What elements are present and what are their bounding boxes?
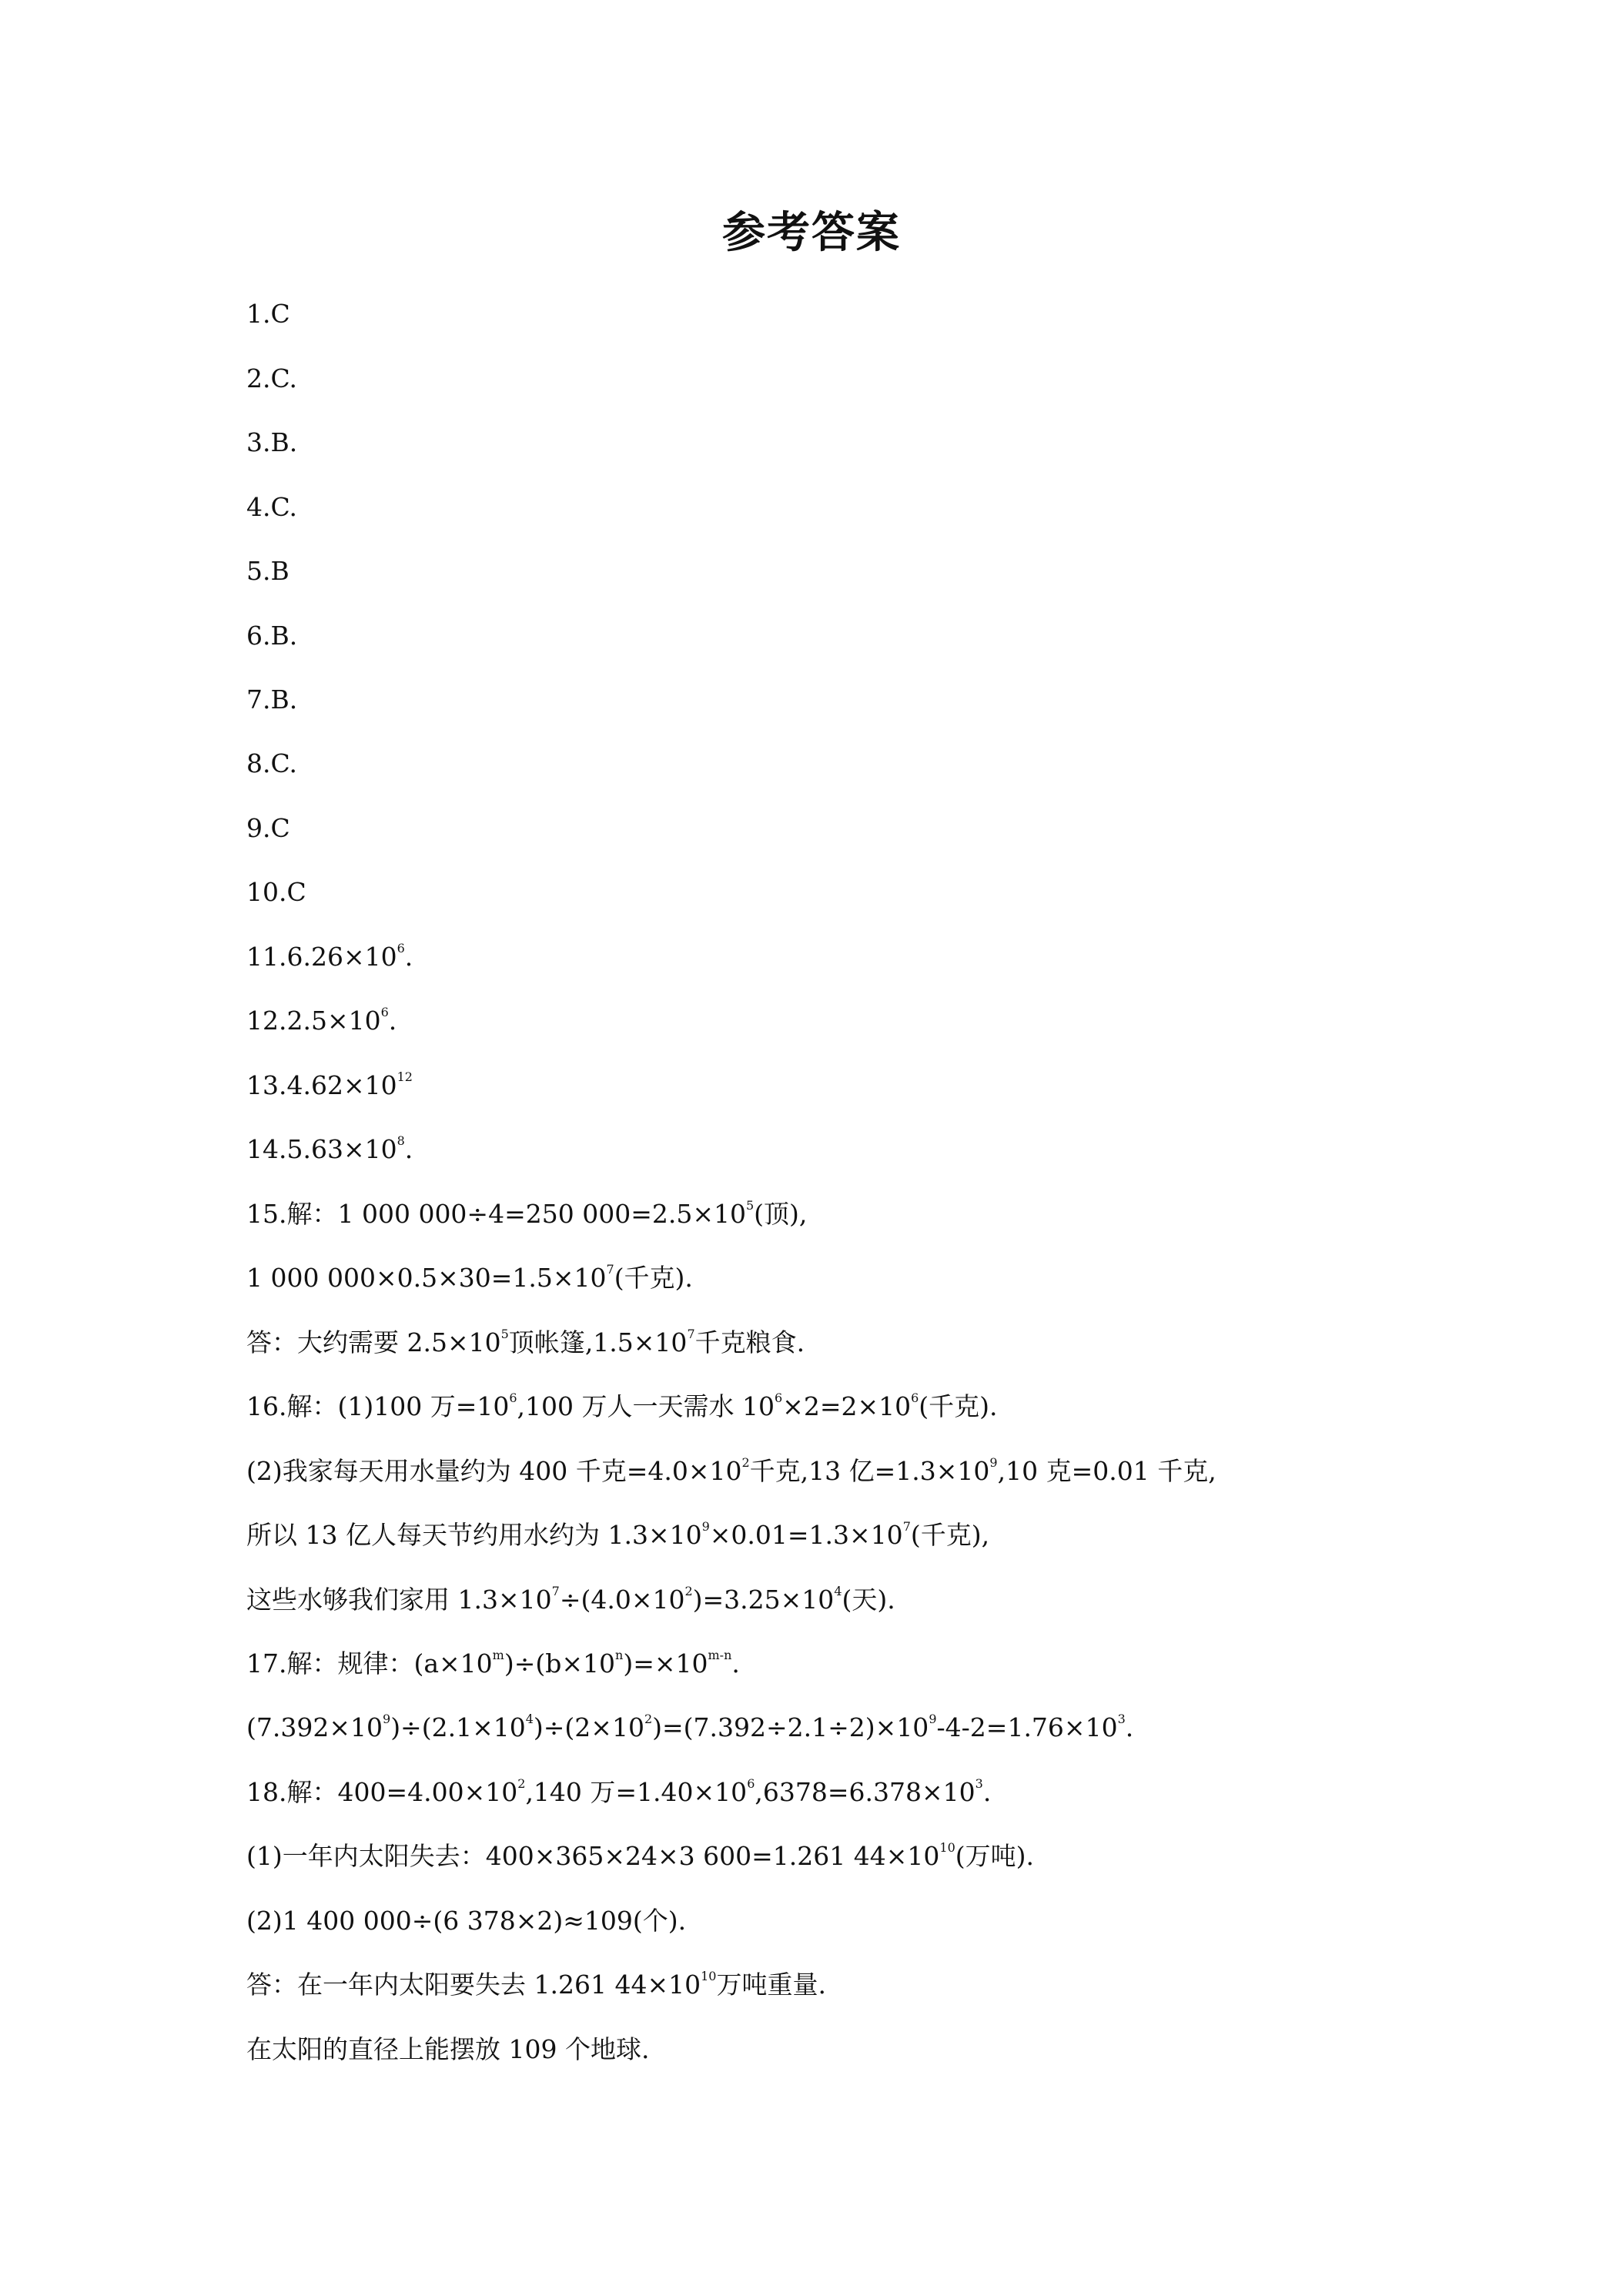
answer-2: 2.C.: [246, 363, 298, 393]
answer-9: 9.C: [246, 813, 290, 843]
answer-8: 8.C.: [246, 748, 298, 778]
answer-16-line-3: 所以 13 亿人每天节约用水约为 $1.3\times 10^9\times 0.01=1.3\times 10^7$(千克),: [246, 1519, 990, 1550]
answer-16-line-2: (2)我家每天用水量约为 400 千克$=4.0\times 10^2$千克,13 亿$=1.3\times 10^9,10$ 克=0.01 千克,: [246, 1455, 1216, 1486]
answer-1: 1.C: [246, 299, 290, 329]
answer-15-line-1: 15.解：1 000 000÷4=250 $000=2.5\times 10^5$(顶),: [246, 1198, 808, 1229]
page-title: 参考答案: [722, 208, 901, 258]
answer-17-line-2: $(7.392\times 10^9)\div(2.1\times 10^4)\div(2\times 10^2)=(7.392\div 2.1\div 2)\times 10^9-4-2=1.76\times 10^3$.: [246, 1712, 1134, 1742]
answer-18-line-2: (1)一年内太阳失去：400×365×24×3 600=1.261 $44\times 10^{10}$(万吨).: [246, 1840, 1034, 1871]
answer-17-line-1: 17.解：规律：$(a\times 10^m)\div(b\times 10^n)=\times 10^{m-n}$.: [246, 1648, 740, 1678]
answer-13: $13.4.62\times 10^{12}$: [246, 1069, 413, 1100]
answer-14: $14.5.63\times 10^8$.: [246, 1133, 413, 1164]
answer-18-line-5: 在太阳的直径上能摆放 109 个地球.: [246, 2034, 650, 2064]
answer-18-line-1: 18.解：$400=4.00\times 10^2,140$ 万$=1.40\times 10^6,6378=6.378\times 10^3$.: [246, 1776, 992, 1807]
answer-12: $12.2.5\times 10^6$.: [246, 1005, 397, 1036]
answer-10: 10.C: [246, 877, 306, 907]
answer-6: 6.B.: [246, 621, 298, 651]
answer-4: 4.C.: [246, 492, 298, 522]
answer-11: $11.6.26\times 10^6$.: [246, 941, 413, 972]
answer-15-line-2: 1 000 $000\times 0.5\times 30=1.5\times 10^7$(千克).: [246, 1262, 693, 1293]
answer-7: 7.B.: [246, 684, 298, 715]
answer-15-line-3: 答：大约需要 $2.5\times 10^5$顶帐篷$,1.5\times 10^7$千克粮食.: [246, 1327, 805, 1357]
answer-16-line-1: 16.解：(1)100 万$=10^6,100$ 万人一天需水 $10^6\times 2=2\times 10^6$(千克).: [246, 1391, 998, 1421]
answer-3: 3.B.: [246, 427, 298, 457]
answer-5: 5.B: [246, 556, 289, 586]
answer-18-line-3: (2)1 400 000÷(6 378×2)≈109(个).: [246, 1906, 687, 1936]
answer-18-line-4: 答：在一年内太阳要失去 1.261 $44\times 10^{10}$万吨重量.: [246, 1969, 826, 2000]
answer-16-line-4: 这些水够我们家用 $1.3\times 10^7\div(4.0\times 10^2)=3.25\times 10^4$(天).: [246, 1584, 895, 1615]
